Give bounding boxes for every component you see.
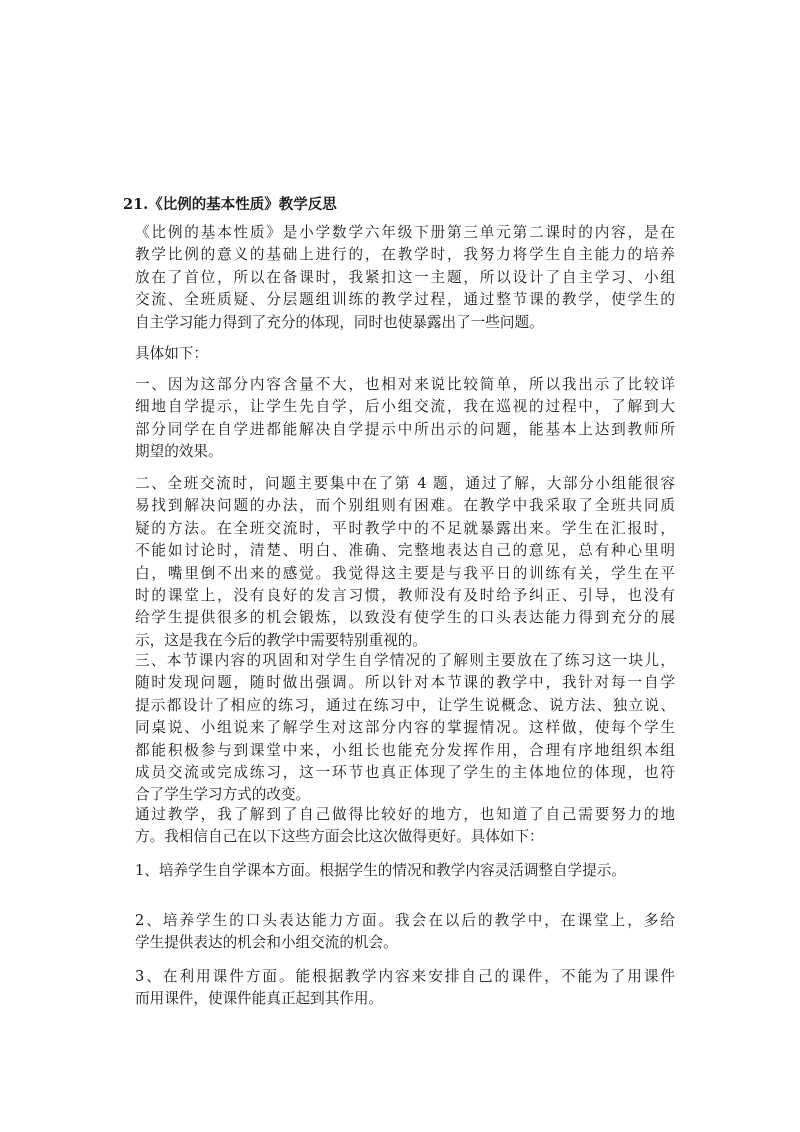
text-line: 1、培养学生自学课本方面。根据学生的情况和教学内容灵活调整自学提示。 [135,862,626,879]
text-line: 提示都设计了相应的练习，通过在练习中，让学生说概念、说方法、独立说、 [135,696,675,714]
paragraph-details-heading [135,343,675,365]
text-line: 细地自学提示，让学生先自学，后小组交流，我在巡视的过程中，了解到大 [135,398,675,416]
text-line: 示，这是我在今后的教学中需要特别重视的。 [135,631,427,649]
paragraph-intro [135,222,675,334]
text-line: 疑的方法。在全班交流时，平时教学中的不足就暴露出来。学生在汇报时， [135,519,675,537]
paragraph-point-two [135,473,675,652]
text-line: 《比例的基本性质》是小学数学六年级下册第三单元第二课时的内容，是在 [135,224,675,241]
text-line: 给学生提供很多的机会锻炼，以致没有使学生的口头表达能力得到充分的展 [135,609,675,627]
text-line: 同桌说、小组说来了解学生对这部分内容的掌握情况。这样做，使每个学生 [135,719,675,737]
text-line: 部分同学在自学进都能解决自学提示中所出示的问题，能基本上达到教师所 [135,420,675,438]
paragraph-point-three [135,650,675,807]
text-line: 自主学习能力得到了充分的体现，同时也使暴露出了一些问题。 [135,313,544,331]
text-line: 教学比例的意义的基础上进行的，在教学时，我努力将学生自主能力的培养 [135,246,675,264]
text-line: 学生提供表达的机会和小组交流的机会。 [135,934,398,952]
text-line: 二、全班交流时，问题主要集中在了第 4 题，通过了解，大部分小组能很容 [135,475,675,492]
text-line: 时的课堂上，没有良好的发言习惯，教师没有及时给予纠正、引导，也没有 [135,587,675,605]
text-line: 方。我相信自己在以下这些方面会比这次做得更好。具体如下： [135,828,544,846]
text-line: 易找到解决问题的办法，而个别组则有困难。在教学中我采取了全班共同质 [135,497,675,515]
text-line: 不能如讨论时，清楚、明白、准确、完整地表达自己的意见，总有种心里明 [135,542,675,560]
text-line: 而用课件，使课件能真正起到其作用。 [135,990,384,1008]
text-line: 成员交流或完成练习，这一环节也真正体现了学生的主体地位的体现，也符 [135,764,675,782]
text-line: 通过教学，我了解到了自己做得比较好的地方，也知道了自己需要努力的地 [135,806,675,823]
paragraph-improvement-three [135,966,675,1011]
paragraph-improvement-two [135,910,675,955]
paragraph-summary [135,804,675,849]
paragraph-point-one [135,374,675,464]
text-line: 期望的效果。 [135,443,223,461]
text-line: 随时发现问题，随时做出强调。所以针对本节课的教学中，我针对每一自学 [135,674,675,692]
text-line: 3、在利用课件方面。能根据教学内容来安排自己的课件，不能为了用课件 [135,968,675,985]
text-line: 合了学生学习方式的改变。 [135,786,311,804]
text-line: 2、培养学生的口头表达能力方面。我会在以后的教学中，在课堂上，多给 [135,912,675,929]
text-line: 白，嘴里倒不出来的感觉。我觉得这主要是与我平日的训练有关，学生在平 [135,564,675,582]
text-line: 放在了首位，所以在备课时，我紧扣这一主题，所以设计了自主学习、小组 [135,268,675,286]
text-line: 三、本节课内容的巩固和对学生自学情况的了解则主要放在了练习这一块儿， [135,652,675,669]
text-line: 交流、全班质疑、分层题组训练的教学过程，通过整节课的教学，使学生的 [135,291,675,309]
text-line: 具体如下： [135,345,208,362]
document-title: 21.《比例的基本性质》教学反思 [123,196,337,213]
paragraph-improvement-one [135,860,675,882]
text-line: 都能积极参与到课堂中来，小组长也能充分发挥作用，合理有序地组织本组 [135,741,675,759]
text-line: 一、因为这部分内容含量不大，也相对来说比较简单，所以我出示了比较详 [135,376,675,393]
